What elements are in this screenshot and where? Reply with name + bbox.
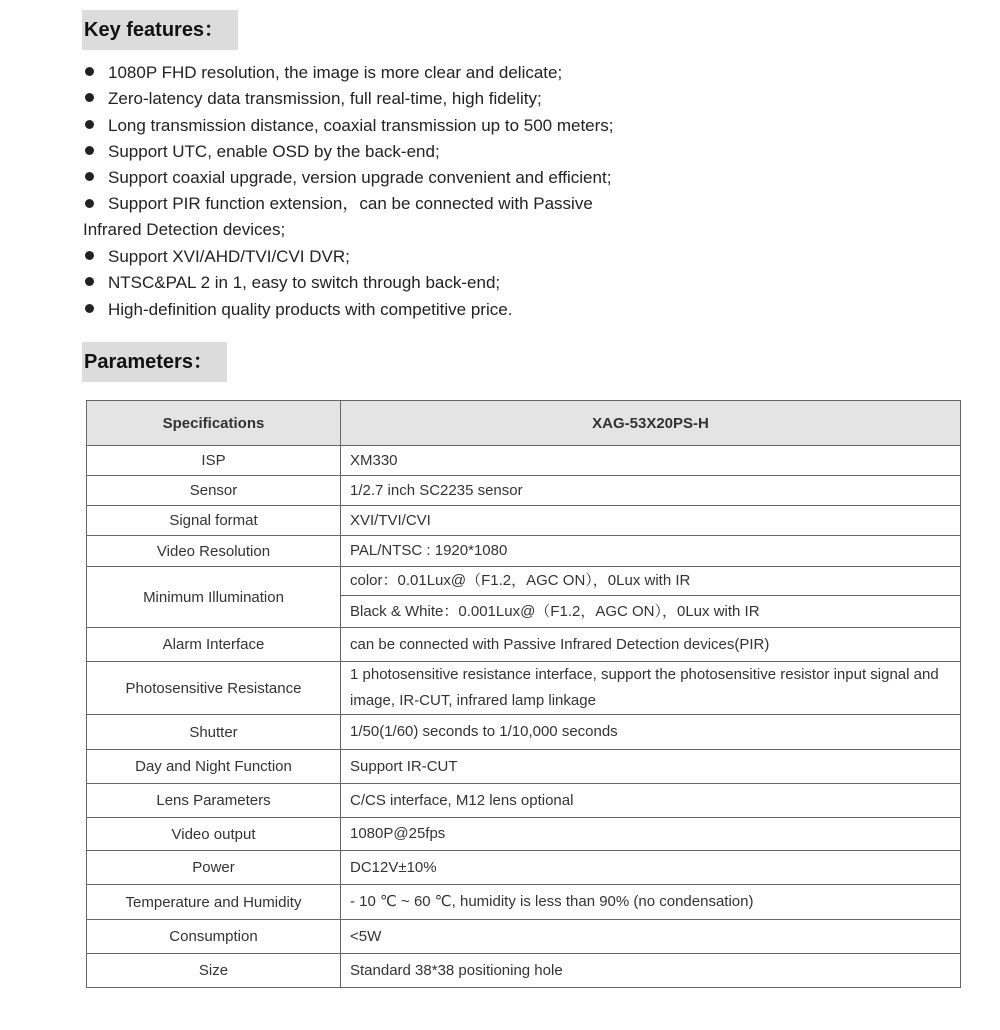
spec-value: 1 photosensitive resistance interface, support the photosensitive resistor input signal and image, IR-CUT, infrared lamp linkage [341, 662, 961, 715]
table-row [87, 885, 961, 920]
list-item: Zero-latency data transmission, full real-time, high fidelity; [82, 86, 682, 112]
table-row [87, 536, 961, 567]
list-item: Support coaxial upgrade, version upgrade convenient and efficient; [82, 165, 682, 191]
bullet-icon [85, 93, 94, 102]
list-item: Long transmission distance, coaxial transmission up to 500 meters; [82, 113, 682, 139]
feature-list-continued [82, 244, 682, 323]
spec-value: Black & White：0.001Lux@（F1.2，AGC ON），0Lux with IR [341, 596, 961, 628]
spec-label: Shutter [87, 715, 341, 750]
spec-label: Video output [87, 818, 341, 851]
spec-value: 1/50(1/60) seconds to 1/10,000 seconds [341, 715, 961, 750]
table-row [87, 954, 961, 988]
list-item: High-definition quality products with competitive price. [82, 297, 682, 323]
table-row [87, 506, 961, 536]
table-row [87, 567, 961, 596]
spec-value: XM330 [341, 446, 961, 476]
spec-label: Size [87, 954, 341, 988]
table-header-row [87, 401, 961, 446]
spec-value: 1/2.7 inch SC2235 sensor [341, 476, 961, 506]
parameters-heading: Parameters： [82, 342, 227, 382]
column-header-specifications: Specifications [87, 401, 341, 446]
table-row [87, 628, 961, 662]
table-row [87, 920, 961, 954]
bullet-icon [85, 67, 94, 76]
spec-label: Photosensitive Resistance [87, 662, 341, 715]
bullet-icon [85, 251, 94, 260]
table-row [87, 446, 961, 476]
spec-label: ISP [87, 446, 341, 476]
spec-value: can be connected with Passive Infrared Detection devices(PIR) [341, 628, 961, 662]
spec-value: C/CS interface, M12 lens optional [341, 784, 961, 818]
column-header-model: XAG-53X20PS-H [341, 401, 961, 446]
list-item: Support XVI/AHD/TVI/CVI DVR; [82, 244, 682, 270]
bullet-icon [85, 120, 94, 129]
list-item-continuation: Infrared Detection devices; [83, 220, 286, 239]
spec-value: Support IR-CUT [341, 750, 961, 784]
spec-label: Minimum Illumination [87, 567, 341, 628]
spec-label: Alarm Interface [87, 628, 341, 662]
parameters-table [86, 400, 961, 988]
feature-list [82, 60, 682, 218]
spec-value: Standard 38*38 positioning hole [341, 954, 961, 988]
table-row [87, 750, 961, 784]
spec-label: Temperature and Humidity [87, 885, 341, 920]
bullet-icon [85, 172, 94, 181]
list-item: Support PIR function extension，can be connected with Passive [82, 191, 682, 217]
table-row [87, 851, 961, 885]
list-item: Support UTC, enable OSD by the back-end; [82, 139, 682, 165]
table-row [87, 715, 961, 750]
list-item: 1080P FHD resolution, the image is more clear and delicate; [82, 60, 682, 86]
bullet-icon [85, 199, 94, 208]
spec-label: Consumption [87, 920, 341, 954]
spec-label: Signal format [87, 506, 341, 536]
spec-label: Day and Night Function [87, 750, 341, 784]
spec-label: Sensor [87, 476, 341, 506]
table-row [87, 662, 961, 715]
spec-value: DC12V±10% [341, 851, 961, 885]
spec-value: color：0.01Lux@（F1.2，AGC ON），0Lux with IR [341, 567, 961, 596]
list-item: NTSC&PAL 2 in 1, easy to switch through back-end; [82, 270, 682, 296]
table-row [87, 818, 961, 851]
spec-value: PAL/NTSC : 1920*1080 [341, 536, 961, 567]
spec-value: <5W [341, 920, 961, 954]
bullet-icon [85, 146, 94, 155]
spec-label: Lens Parameters [87, 784, 341, 818]
spec-value: XVI/TVI/CVI [341, 506, 961, 536]
key-features-heading: Key features： [82, 10, 238, 50]
bullet-icon [85, 277, 94, 286]
spec-value: 1080P@25fps [341, 818, 961, 851]
table-row [87, 784, 961, 818]
spec-label: Power [87, 851, 341, 885]
spec-value: - 10 ℃ ~ 60 ℃, humidity is less than 90% (no condensation) [341, 885, 961, 920]
table-row [87, 476, 961, 506]
spec-label: Video Resolution [87, 536, 341, 567]
bullet-icon [85, 304, 94, 313]
